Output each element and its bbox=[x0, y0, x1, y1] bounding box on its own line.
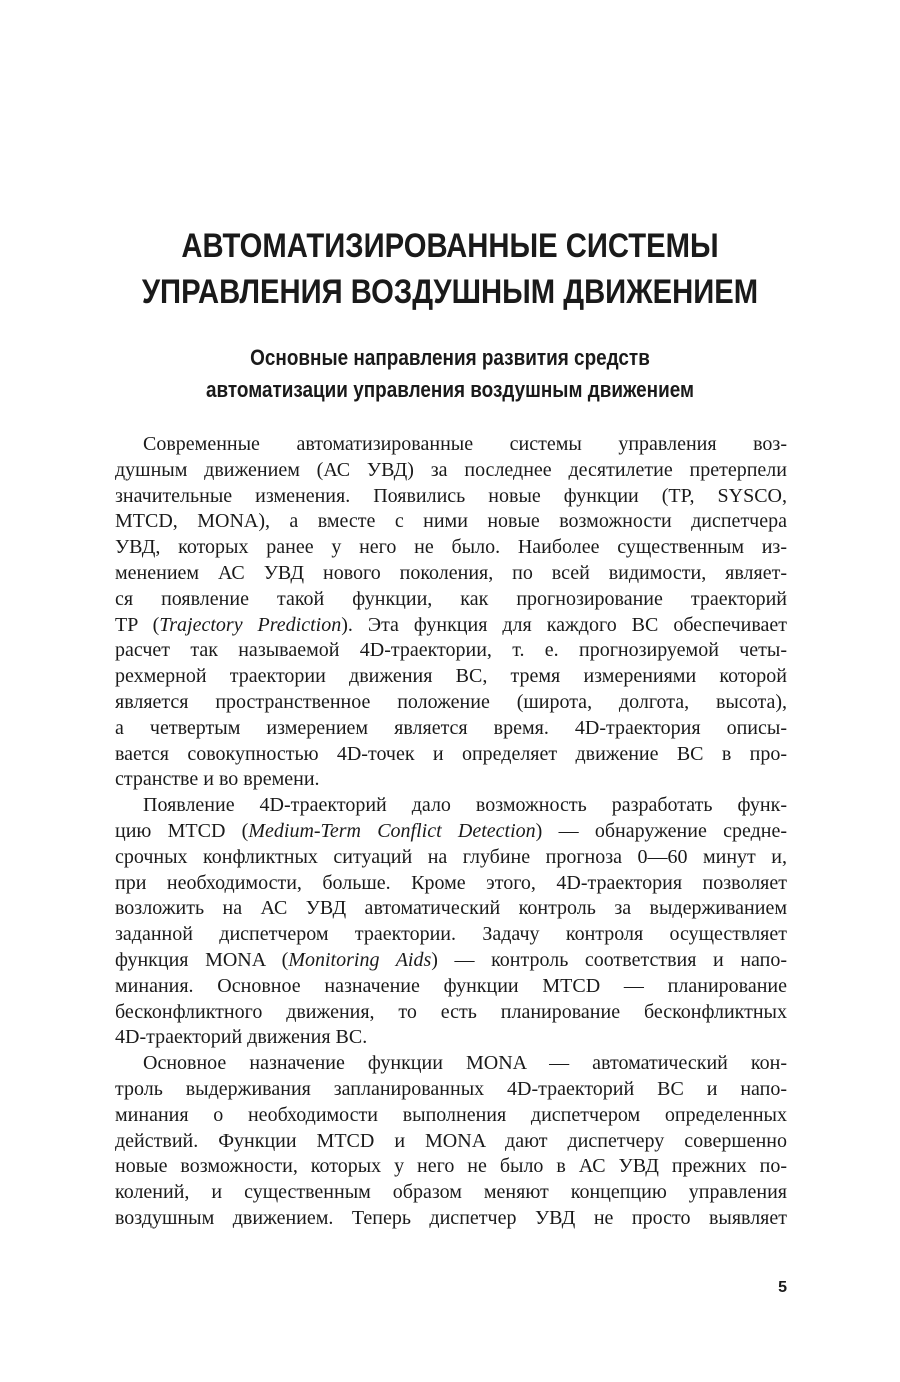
text-line: а четвертым измерением является время. 4D-траектория описы- bbox=[115, 716, 787, 739]
text-line bbox=[115, 948, 787, 974]
text-segment: TP ( bbox=[115, 613, 160, 636]
section-title-line: автоматизации управления воздушным движением bbox=[205, 377, 695, 402]
text-line: расчет так называемой 4D-траектории, т. е. прогнозируемой четы- bbox=[115, 639, 787, 662]
section-title bbox=[115, 342, 786, 406]
chapter-title-line: УПРАВЛЕНИЯ ВОЗДУШНЫМ ДВИЖЕНИЕМ bbox=[141, 273, 759, 311]
text-line: душным движением (АС УВД) за последнее десятилетие претерпели bbox=[115, 458, 787, 481]
text-segment: цию MTCD ( bbox=[115, 819, 249, 842]
text-line: минания. Основное назначение функции MTCD — планирование bbox=[115, 974, 787, 997]
text-segment: ) — обнаружение средне- bbox=[535, 819, 787, 842]
text-line: бесконфликтного движения, то есть планирование бесконфликтных bbox=[115, 1000, 787, 1023]
text-line bbox=[115, 613, 787, 639]
text-line: новые возможности, которых у него не было в АС УВД прежних по- bbox=[115, 1155, 787, 1178]
text-line: MTCD, MONA), а вместе с ними новые возможности диспетчера bbox=[115, 510, 787, 533]
chapter-title-line: АВТОМАТИЗИРОВАННЫЕ СИСТЕМЫ bbox=[181, 227, 719, 265]
text-line: действий. Функции MTCD и MONA дают диспетчеру совершенно bbox=[115, 1129, 787, 1152]
text-line: 4D-траекторий движения ВС. bbox=[115, 1026, 368, 1049]
text-line: троль выдерживания запланированных 4D-траекторий ВС и напо- bbox=[115, 1077, 787, 1100]
text-line: срочных конфликтных ситуаций на глубине прогноза 0—60 минут и, bbox=[115, 845, 787, 868]
section-title-line: Основные направления развития средств bbox=[250, 345, 650, 370]
chapter-title bbox=[115, 223, 786, 315]
italic-term: Monitoring Aids bbox=[288, 948, 432, 971]
text-line: Основное назначение функции MONA — автоматический кон- bbox=[143, 1052, 787, 1075]
text-line: УВД, которых ранее у него не было. Наиболее существенным из- bbox=[115, 536, 787, 559]
text-line: заданной диспетчером траектории. Задачу контроля осуществляет bbox=[115, 923, 787, 946]
text-line: Современные автоматизированные системы управления воз- bbox=[143, 433, 787, 455]
text-line: рехмерной траектории движения ВС, тремя измерениями которой bbox=[115, 665, 787, 688]
text-line: Появление 4D-траекторий дало возможность разработать функ- bbox=[143, 794, 787, 817]
text-line bbox=[115, 819, 787, 845]
italic-term: Trajectory Prediction bbox=[159, 613, 342, 636]
italic-term: Medium-Term Conflict Detection bbox=[248, 819, 536, 842]
text-line: ся появление такой функции, как прогнозирование траекторий bbox=[115, 587, 787, 610]
text-line: вается совокупностью 4D-точек и определяет движение ВС в про- bbox=[115, 742, 787, 765]
text-line: менением АС УВД нового поколения, по всей видимости, являет- bbox=[115, 561, 787, 584]
text-line: воздушным движением. Теперь диспетчер УВД не просто выявляет bbox=[115, 1206, 787, 1229]
text-line: является пространственное положение (широта, долгота, высота), bbox=[115, 690, 787, 713]
text-line: колений, и существенным образом меняют концепцию управления bbox=[115, 1181, 787, 1204]
text-line: при необходимости, больше. Кроме этого, 4D-траектория позволяет bbox=[115, 871, 787, 894]
text-line: странстве и во времени. bbox=[115, 768, 320, 791]
body-text bbox=[115, 432, 787, 1232]
text-line: минания о необходимости выполнения диспетчером определенных bbox=[115, 1103, 787, 1126]
text-segment: ) — контроль соответствия и напо- bbox=[431, 948, 787, 971]
page-number: 5 bbox=[778, 1279, 787, 1296]
text-segment: функция MONA ( bbox=[115, 948, 289, 971]
text-line: значительные изменения. Появились новые функции (TP, SYSCO, bbox=[115, 484, 787, 507]
text-segment: ). Эта функция для каждого ВС обеспечивает bbox=[341, 613, 787, 636]
text-line: возложить на АС УВД автоматический контроль за выдерживанием bbox=[115, 897, 787, 920]
